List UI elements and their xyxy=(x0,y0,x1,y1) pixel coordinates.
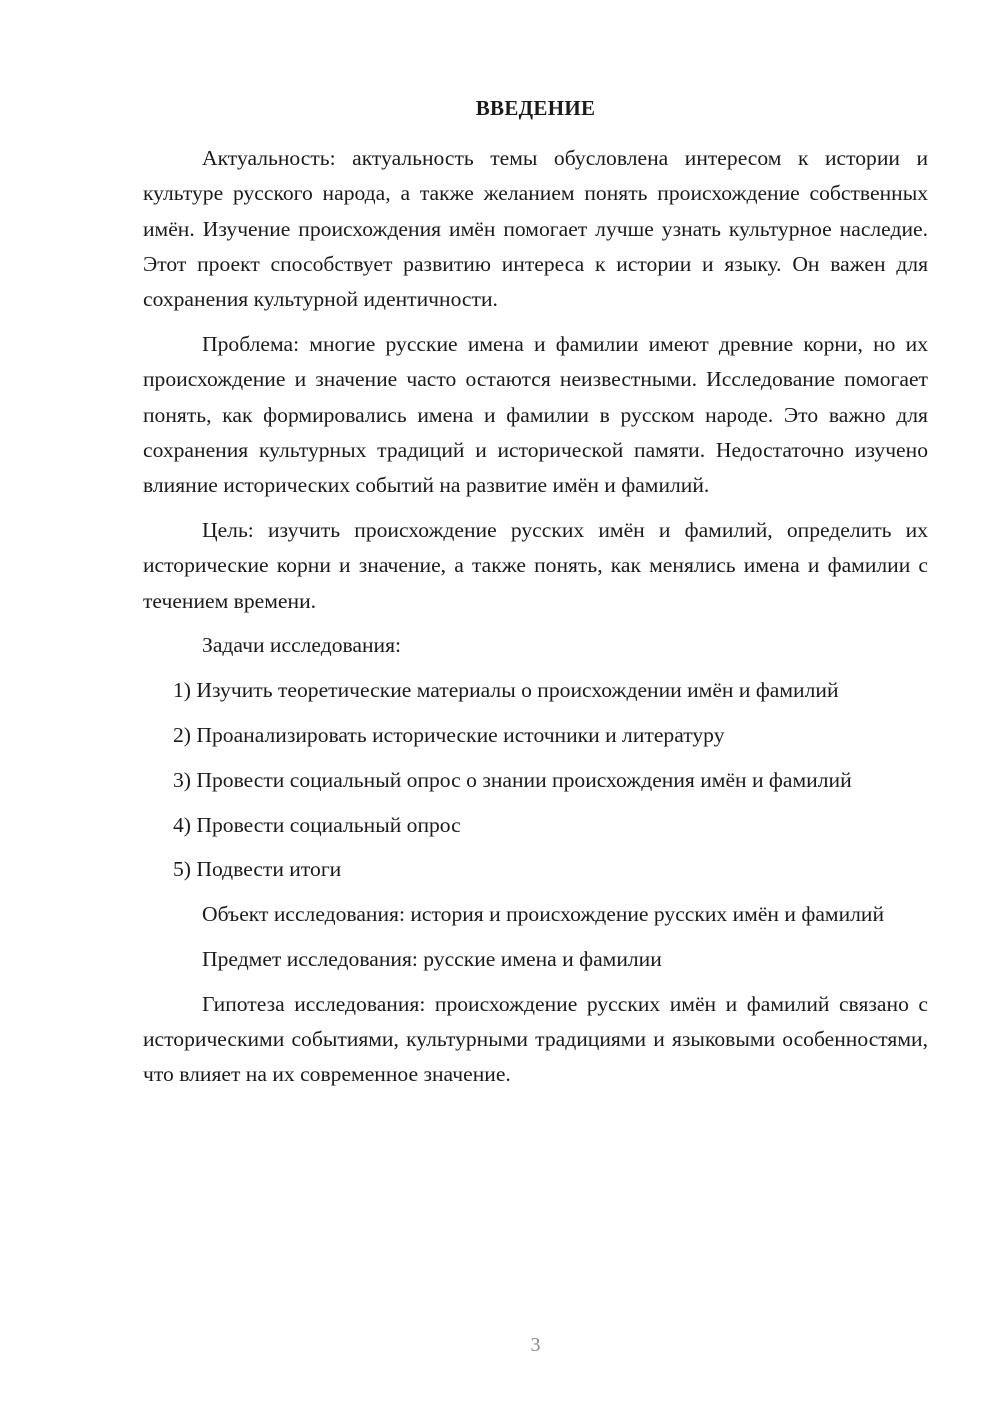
task-item-3: 3) Провести социальный опрос о знании происхождения имён и фамилий xyxy=(173,767,852,792)
task-item-1: 1) Изучить теоретические материалы о происхождении имён и фамилий xyxy=(173,678,839,703)
document-page xyxy=(143,0,928,1414)
task-item-2: 2) Проанализировать исторические источники и литературу xyxy=(173,722,725,747)
paragraph-goal: Цель: изучить происхождение русских имён и фамилий, определить их исторические корни и значение, а также понять, как менялись имена и фамилии с течением времени. xyxy=(143,517,928,613)
paragraph-problem: Проблема: многие русские имена и фамилии имеют древние корни, но их происхождение и значение часто остаются неизвестными. Исследование помогает понять, как формировались имена и фамилии в русском народе. Это важно для сохранения культурных традиций и исторической памяти. Недостаточно изучено влияние исторических событий на развитие имён и фамилий. xyxy=(143,331,928,498)
paragraph-object: Объект исследования: история и происхождение русских имён и фамилий xyxy=(202,902,885,927)
page-title: ВВЕДЕНИЕ xyxy=(475,96,596,120)
paragraph-subject: Предмет исследования: русские имена и фамилии xyxy=(202,946,662,971)
document-body xyxy=(143,141,928,1093)
paragraph-hypothesis: Гипотеза исследования: происхождение русских имён и фамилий связано с историческими событиями, культурными традициями и языковыми особенностями, что влияет на их современное значение. xyxy=(143,991,928,1087)
paragraph-relevance: Актуальность: актуальность темы обусловлена интересом к истории и культуре русского народа, а также желанием понять происхождение собственных имён. Изучение происхождения имён помогает лучше узнать культурное наследие. Этот проект способствует развитию интереса к истории и языку. Он важен для сохранения культурной идентичности. xyxy=(143,146,928,312)
paragraph-tasks-heading: Задачи исследования: xyxy=(202,633,402,658)
page-number: 3 xyxy=(530,1334,541,1356)
task-item-4: 4) Провести социальный опрос xyxy=(173,812,461,837)
task-item-5: 5) Подвести итоги xyxy=(173,857,342,882)
